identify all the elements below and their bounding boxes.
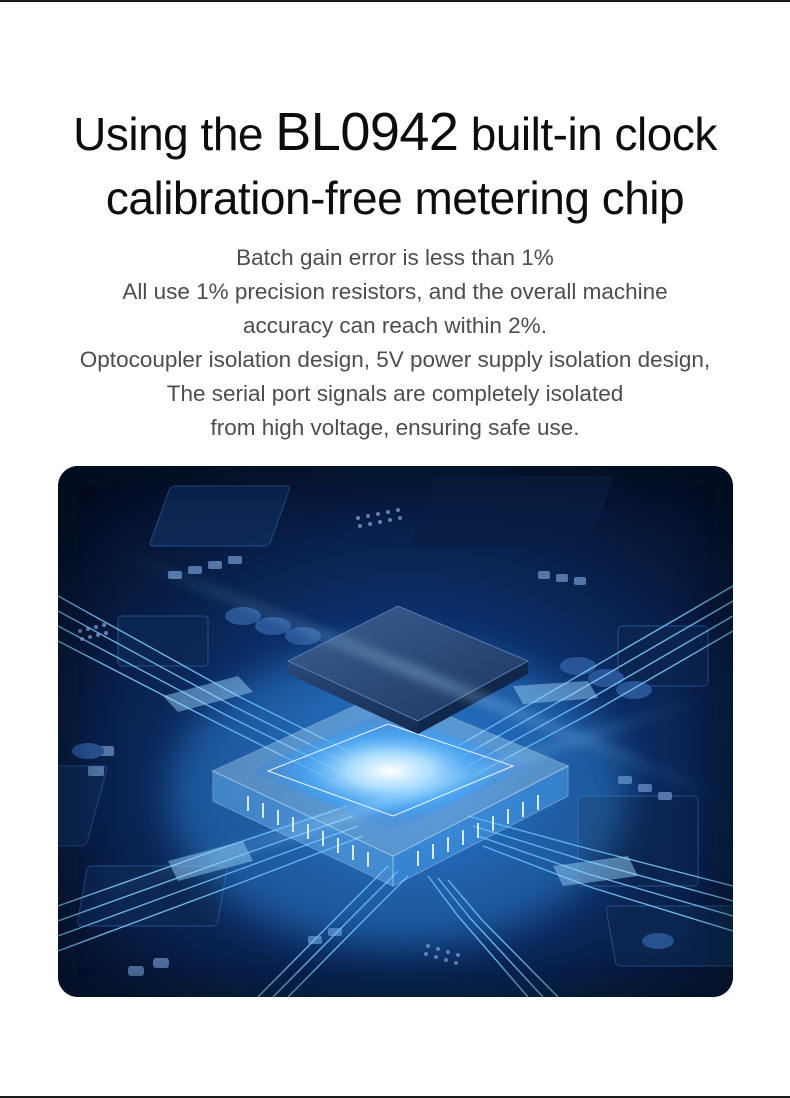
description-line: Optocoupler isolation design, 5V power supply isolation design, — [79, 347, 711, 372]
circuit-board-illustration — [58, 466, 733, 997]
description-line: All use 1% precision resistors, and the overall machine — [122, 279, 668, 304]
headline-line-1 — [0, 100, 790, 166]
headline-line-2: calibration-free metering chip — [105, 172, 685, 224]
headline-suffix: built-in clock — [470, 108, 717, 160]
headline-prefix: Using the — [73, 108, 263, 160]
chip-model-name: BL0942 — [275, 102, 459, 162]
description-line: from high voltage, ensuring safe use. — [210, 415, 580, 440]
top-border-line — [0, 0, 790, 2]
description-line: The serial port signals are completely isolated — [166, 381, 624, 406]
description-line: accuracy can reach within 2%. — [243, 313, 547, 338]
description-block — [0, 241, 790, 445]
circuit-board-image — [58, 466, 733, 997]
description-line: Batch gain error is less than 1% — [236, 245, 554, 270]
headline — [0, 100, 790, 230]
